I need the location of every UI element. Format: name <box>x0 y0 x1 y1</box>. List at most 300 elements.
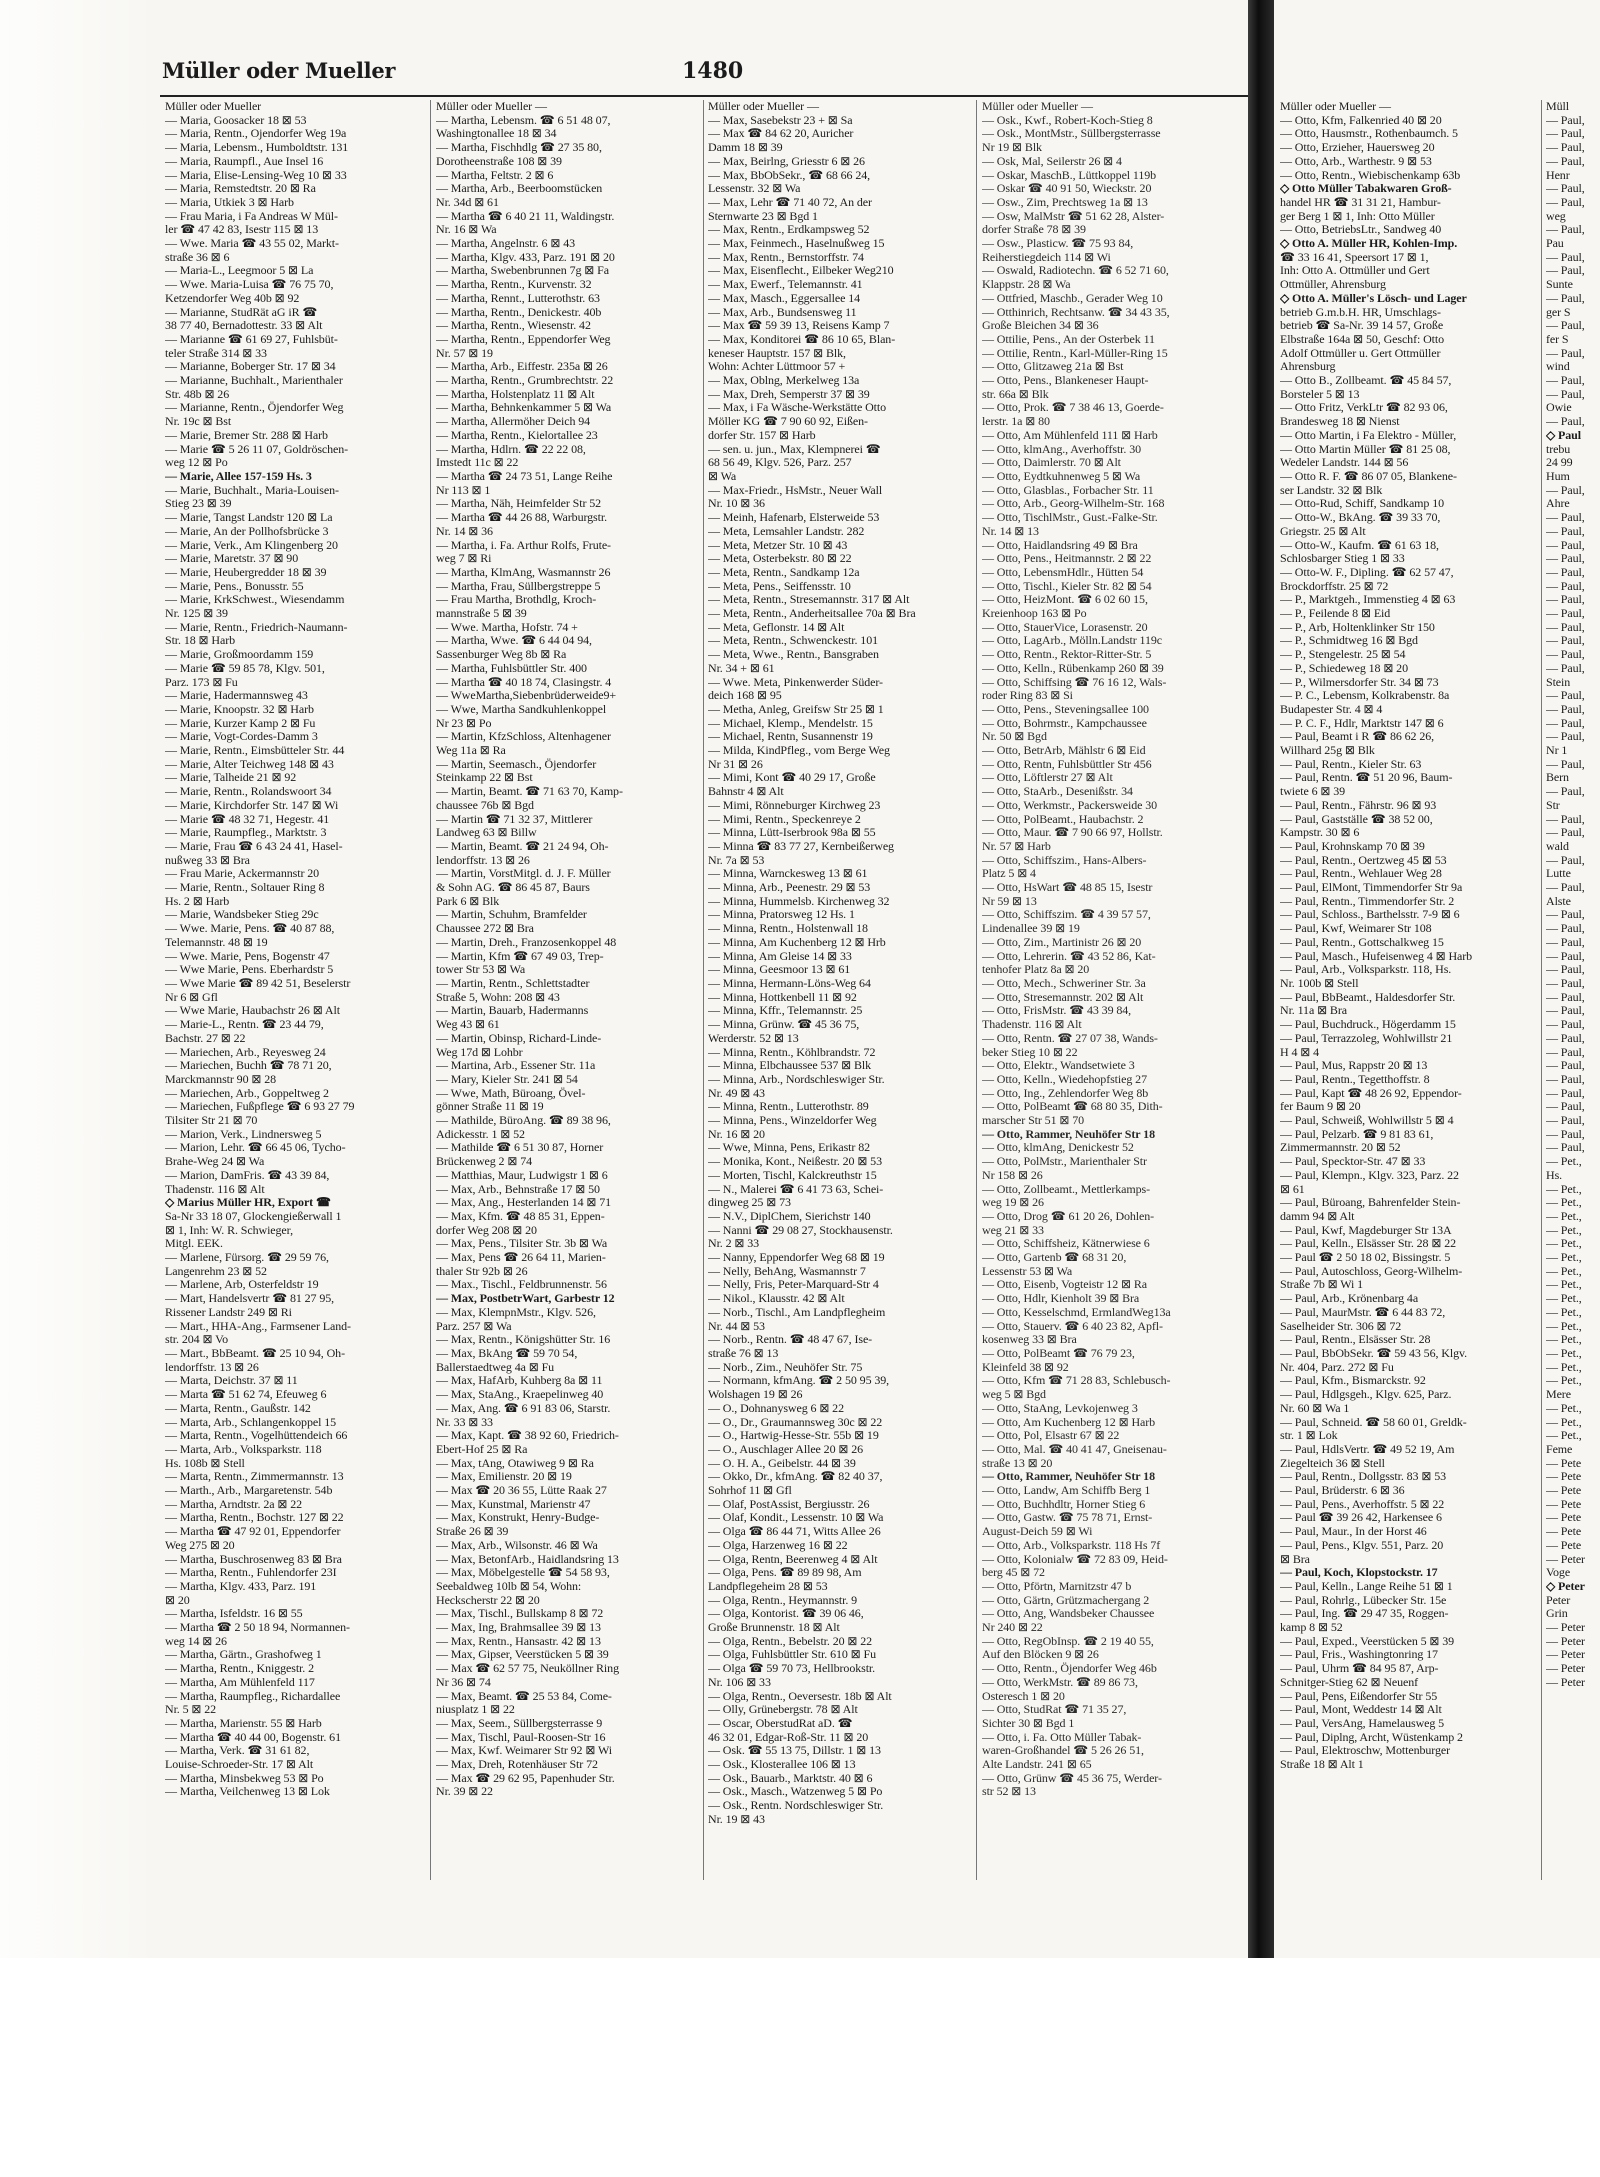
directory-entry-line: — Monika, Kont., Neißestr. 20 ⊠ 53 <box>708 1155 882 1169</box>
directory-entry-line: Griegstr. 25 ⊠ Alt <box>1280 524 1366 538</box>
directory-entry-line: — Martin, Bauarb, Hadermanns <box>436 1004 589 1018</box>
directory-entry-line: — Meta, Metzer Str. 10 ⊠ 43 <box>708 538 848 552</box>
directory-entry-line: fer Baum 9 ⊠ 20 <box>1280 1100 1361 1114</box>
directory-entry-line: — Max, Seem., Süllbergsterrasse 9 <box>436 1716 603 1730</box>
directory-entry-line: Große Brunnenstr. 18 ⊠ Alt <box>708 1621 840 1635</box>
directory-entry-line: — Max, Gipser, Veerstücken 5 ⊠ 39 <box>436 1648 609 1662</box>
directory-entry-line: — Pet., <box>1546 1319 1582 1333</box>
directory-entry-line: — Otto, Gastw. ☎ 75 78 71, Ernst- <box>982 1511 1153 1525</box>
directory-entry-line: — Otto, i. Fa. Otto Müller Tabak- <box>982 1730 1142 1744</box>
directory-entry-line: — Paul, <box>1546 853 1585 867</box>
directory-entry-line: — Martha, Marienstr. 55 ⊠ Harb <box>165 1716 322 1730</box>
directory-entry-line: — Pet., <box>1546 1429 1582 1443</box>
directory-entry-line: — Peter <box>1546 1634 1585 1648</box>
directory-entry-line: — Paul, <box>1546 607 1585 621</box>
directory-entry-line: Alte Landstr. 241 ⊠ 65 <box>982 1758 1092 1772</box>
directory-entry-line: — Mariechen, Fußpflege ☎ 6 93 27 79 <box>165 1100 355 1114</box>
directory-entry-line: — Max, HafArb, Kuhberg 8a ⊠ 11 <box>436 1374 603 1388</box>
directory-entry-line: Landweg 63 ⊠ Billw <box>436 826 537 840</box>
directory-entry-line: — Marta, Rentn., Gaußstr. 142 <box>165 1401 311 1415</box>
directory-entry-line: — Paul, Hdlgsgeh., Klgv. 625, Parz. <box>1280 1388 1452 1402</box>
directory-entry-line: Sunte <box>1546 278 1573 292</box>
directory-entry-line: Nr. 19 ⊠ 43 <box>708 1812 765 1826</box>
directory-entry-line: — Otto, RegObInsp. ☎ 2 19 40 55, <box>982 1634 1154 1648</box>
directory-entry-line: handel HR ☎ 31 31 21, Hambur- <box>1280 195 1441 209</box>
directory-entry-line: — Olly, Grünebergstr. 78 ⊠ Alt <box>708 1703 858 1717</box>
directory-entry-line: — Minna, Hermann-Löns-Weg 64 <box>708 977 871 990</box>
directory-entry-line: — Marie, Heubergredder 18 ⊠ 39 <box>165 565 327 579</box>
directory-entry-line: straße 76 ⊠ 13 <box>708 1346 779 1360</box>
directory-entry-line: — Paul, <box>1546 524 1585 538</box>
directory-entry-line: — Martha, Fuhlsbüttler Str. 400 <box>436 661 587 675</box>
directory-entry-line: — Oscar, OberstudRat aD. ☎ <box>708 1716 853 1730</box>
directory-entry-line: — Mimi, Rentn., Speckenreye 2 <box>708 812 861 826</box>
directory-entry-line: — Otto, Ing., Zehlendorfer Weg 8b <box>982 1086 1149 1100</box>
directory-entry-line: ◇ Otto Müller Tabakwaren Groß- <box>1280 182 1452 196</box>
directory-entry-line: — Martha, Veilchenweg 13 ⊠ Lok <box>165 1785 330 1799</box>
directory-entry-line: — Marie, Verk., Am Klingenberg 20 <box>165 538 338 552</box>
directory-entry-line: — Max, BbObSekr., ☎ 68 66 24, <box>708 168 871 182</box>
directory-entry-line: — Otto-Rud, Schiff, Sandkamp 10 <box>1280 497 1445 511</box>
directory-entry-line: Sichter 30 ⊠ Bgd 1 <box>982 1716 1075 1730</box>
directory-entry-line: str 52 ⊠ 13 <box>982 1785 1036 1799</box>
directory-entry-line: Lindenallee 39 ⊠ 19 <box>982 922 1080 936</box>
directory-entry-line: — Paul, <box>1546 346 1585 360</box>
directory-entry-line: thaler Str 92b ⊠ 26 <box>436 1264 528 1278</box>
directory-entry-line: — Nikol., Klausstr. 42 ⊠ Alt <box>708 1292 845 1306</box>
directory-entry-line: — Max, Lehr ☎ 71 40 72, An der <box>708 195 872 209</box>
directory-entry-line: — Olga, Fuhlsbüttler Str. 610 ⊠ Fu <box>708 1648 876 1662</box>
directory-entry-line: — Max, Kunstmal, Marienstr 47 <box>436 1497 591 1511</box>
directory-entry-line: tower Str 53 ⊠ Wa <box>436 963 526 977</box>
directory-entry-line: — Meta, Rentn., Sandkamp 12a <box>708 565 860 579</box>
directory-entry-line: — Pet., <box>1546 1251 1582 1265</box>
directory-entry-line: — Max., Tischl., Feldbrunnenstr. 56 <box>436 1278 607 1292</box>
directory-entry-line: Henr <box>1546 168 1570 182</box>
directory-entry-line: — Paul, Kwf, Magdeburger Str 13A <box>1280 1223 1452 1237</box>
directory-entry-line: — Otto, Bohrmstr., Kampchaussee <box>982 716 1147 730</box>
directory-entry-line: Elbstraße 164a ⊠ 50, Geschf: Otto <box>1280 332 1445 346</box>
directory-entry-line: deich 168 ⊠ 95 <box>708 689 782 703</box>
directory-entry-line: Wedeler Landstr. 144 ⊠ 56 <box>1280 456 1409 470</box>
directory-entry-line: Platz 5 ⊠ 4 <box>982 867 1036 881</box>
directory-entry-line: — Mariechen, Arb., Reyesweg 24 <box>165 1045 326 1059</box>
directory-entry-line: — Otto-W., BkAng. ☎ 39 33 70, <box>1280 511 1441 525</box>
page-header <box>162 58 1242 94</box>
directory-entry-line: — Marie, KrkSchwest., Wiesendamm <box>165 593 345 607</box>
directory-entry-line: — P., Schiedeweg 18 ⊠ 20 <box>1280 661 1408 675</box>
directory-entry-line: Landpflegeheim 28 ⊠ 53 <box>708 1579 828 1593</box>
directory-entry-line: — Paul, Brüderstr. 6 ⊠ 36 <box>1280 1484 1405 1498</box>
directory-entry-line: — Otto, klmAng, Denickestr 52 <box>982 1141 1134 1155</box>
directory-entry-line: Inh: Otto A. Ottmüller und Gert <box>1280 264 1430 278</box>
directory-entry-line: — Paul, <box>1546 195 1585 209</box>
directory-entry-line: Nr 36 ⊠ 74 <box>436 1675 491 1689</box>
directory-entry-line: — N.V., DiplChem, Sierichstr 140 <box>708 1209 871 1223</box>
directory-entry-line: — Martin, VorstMitgl. d. J. F. Müller <box>436 867 611 881</box>
directory-entry-line: — Osw, MalMstr ☎ 51 62 28, Alster- <box>982 209 1165 223</box>
directory-entry-line: — Peter <box>1546 1662 1585 1676</box>
directory-entry-line: — Meta, Rentn., Stresemannstr. 317 ⊠ Alt <box>708 593 910 607</box>
directory-entry-line: — Frau Marie, Ackermannstr 20 <box>165 867 320 881</box>
directory-entry-line: — Michael, Klemp., Mendelstr. 15 <box>708 716 873 730</box>
directory-entry-line: — Paul, Specktor-Str. 47 ⊠ 33 <box>1280 1155 1426 1169</box>
directory-entry-line: — Wwe. Meta, Pinkenwerder Süder- <box>708 675 883 689</box>
directory-entry-line: H 4 ⊠ 4 <box>1280 1045 1320 1059</box>
directory-entry-line: Nr 19 ⊠ Blk <box>982 141 1042 155</box>
scan-bottom-margin <box>0 1958 1600 2177</box>
directory-entry-line: Lessenstr 53 ⊠ Wa <box>982 1264 1073 1278</box>
directory-entry-line: ◇ Peter <box>1546 1579 1585 1593</box>
directory-entry-line: — Paul, Rentn., Kieler Str. 63 <box>1280 757 1422 771</box>
directory-entry-line: — Paul, <box>1546 264 1585 278</box>
directory-entry-line: — Otto, PolMstr., Marienthaler Str <box>982 1155 1147 1169</box>
directory-entry-line: — Otto, Glasblas., Forbacher Str. 11 <box>982 483 1154 497</box>
directory-entry-line: — Marie, Buchhalt., Maria-Louisen- <box>165 483 339 497</box>
directory-entry-line: — Martha, Näh, Heimfelder Str 52 <box>436 497 602 511</box>
directory-entry-line: — Pete <box>1546 1538 1582 1552</box>
directory-entry-line: — Nanny, Eppendorfer Weg 68 ⊠ 19 <box>708 1251 885 1265</box>
directory-column-1 <box>165 100 427 1880</box>
directory-entry-line: — Marie ☎ 59 85 78, Klgv. 501, <box>165 661 325 675</box>
scan-margin <box>0 0 160 2177</box>
directory-entry-line: — Martha, Wwe. ☎ 6 44 04 94, <box>436 634 592 648</box>
directory-entry-line: — Paul, <box>1546 977 1585 990</box>
directory-entry-line: Nr 23 ⊠ Po <box>436 716 492 730</box>
directory-entry-line: — Otto, Am Kuchenberg 12 ⊠ Harb <box>982 1415 1156 1429</box>
directory-entry-line: — Paul, <box>1546 716 1585 730</box>
directory-entry-line: — O., Dohnanysweg 6 ⊠ 22 <box>708 1401 844 1415</box>
directory-entry-line: ⊠ 20 <box>165 1593 190 1607</box>
directory-entry-line: — Otto, Hausmstr., Rothenbaumch. 5 <box>1280 127 1458 141</box>
directory-entry-line: — Martin ☎ 71 32 37, Mittlerer <box>436 812 593 826</box>
directory-entry-line: — Max, Kwf. Weimarer Str 92 ⊠ Wi <box>436 1744 612 1758</box>
directory-entry-line: — Martha, Am Mühlenfeld 117 <box>165 1675 315 1689</box>
directory-entry-line: — Marie ☎ 5 26 11 07, Goldröschen- <box>165 442 349 456</box>
directory-entry-line: — Max, Tischl, Paul-Roosen-Str 16 <box>436 1730 606 1744</box>
directory-entry-line: Brahe-Weg 24 ⊠ Wa <box>165 1155 265 1169</box>
directory-entry-line: kosenweg 33 ⊠ Bra <box>982 1333 1077 1347</box>
directory-entry-line: — Otto, Arb., Volksparkstr. 118 Hs 7f <box>982 1538 1161 1552</box>
directory-entry-line: ser Landstr. 32 ⊠ Blk <box>1280 483 1383 497</box>
directory-entry-line: — Marion, Verk., Lindnersweg 5 <box>165 1127 322 1141</box>
directory-entry-line: — Martha, Angelnstr. 6 ⊠ 43 <box>436 237 576 251</box>
directory-entry-line: — Marie, Frau ☎ 6 43 24 41, Hasel- <box>165 839 343 853</box>
directory-entry-line: — Paul, Rentn., Fährstr. 96 ⊠ 93 <box>1280 798 1437 812</box>
directory-entry-line: — Paul, <box>1546 223 1585 237</box>
directory-entry-line: — Martha, Rentn., Denickestr. 40b <box>436 305 602 319</box>
directory-entry-line: Nr. 10 ⊠ 36 <box>708 497 765 511</box>
directory-entry-line: — Morten, Tischl, Kalckreuthstr 15 <box>708 1168 877 1182</box>
directory-entry-line: — Maria, Remstedtstr. 20 ⊠ Ra <box>165 182 316 196</box>
directory-entry-line: — Marie, Alter Teichweg 148 ⊠ 43 <box>165 757 334 771</box>
directory-entry-line: — Paul, Rentn., Tegetthoffstr. 8 <box>1280 1072 1430 1086</box>
directory-entry-line: — Maria, Goosacker 18 ⊠ 53 <box>165 113 307 127</box>
directory-entry-line: Mere <box>1546 1388 1571 1402</box>
directory-entry-line: — Max, Kapt. ☎ 38 92 60, Friedrich- <box>436 1429 619 1443</box>
directory-entry-line: Osteresch 1 ⊠ 20 <box>982 1689 1065 1703</box>
directory-entry-line: Schnitger-Stieg 62 ⊠ Neuenf <box>1280 1675 1419 1689</box>
directory-entry-line: — Paul, <box>1546 319 1585 333</box>
directory-entry-line: — Otto, klmAng., Averhoffstr. 30 <box>982 442 1142 456</box>
directory-entry-line: Reiherstiegdeich 114 ⊠ Wi <box>982 250 1111 264</box>
directory-entry-line: ger Berg 1 ⊠ 1, Inh: Otto Müller <box>1280 209 1435 223</box>
directory-entry-line: — Paul ☎ 39 26 42, Harkensee 6 <box>1280 1511 1442 1525</box>
directory-entry-line: — Marie, Maretstr. 37 ⊠ 90 <box>165 552 299 566</box>
directory-entry-line: Steinkamp 22 ⊠ Bst <box>436 771 533 785</box>
directory-entry-line: — Paul, BbObSekr. ☎ 59 43 56, Klgv. <box>1280 1346 1468 1360</box>
directory-entry-line: — Marie ☎ 48 32 71, Hegestr. 41 <box>165 812 330 826</box>
directory-entry-line: Brandesweg 18 ⊠ Nienst <box>1280 415 1400 429</box>
directory-entry-line: — Peter <box>1546 1552 1585 1566</box>
directory-entry-line: — Max, PostbetrWart, Garbestr 12 <box>436 1292 615 1306</box>
directory-entry-line: waren-Großhandel ☎ 5 26 26 51, <box>982 1744 1144 1758</box>
directory-entry-line: — Otto, LagArb., Mölln.Landstr 119c <box>982 634 1163 648</box>
directory-column-2 <box>436 100 698 1880</box>
directory-entry-line: — Pet., <box>1546 1360 1582 1374</box>
directory-entry-line: Hum <box>1546 469 1570 483</box>
directory-entry-line: — Marie, Rentn., Rolandswoort 34 <box>165 785 332 799</box>
directory-entry-line: — Paul, <box>1546 113 1585 127</box>
directory-column-6-cut <box>1546 100 1600 1880</box>
directory-entry-line: damm 94 ⊠ Alt <box>1280 1209 1355 1223</box>
directory-entry-line: — Paul, <box>1546 702 1585 716</box>
directory-entry-line: marscher Str 51 ⊠ 70 <box>982 1114 1085 1128</box>
directory-entry-line: — Paul, <box>1546 634 1585 648</box>
directory-entry-line: — Max, Ing, Brahmsallee 39 ⊠ 13 <box>436 1621 601 1635</box>
directory-entry-line: — Pet., <box>1546 1264 1582 1278</box>
directory-entry-line: — Paul, Buchdruck., Högerdamm 15 <box>1280 1018 1456 1032</box>
directory-entry-line: — Martha ☎ 47 92 01, Eppendorfer <box>165 1525 341 1539</box>
directory-entry-line: — Otto, Rammer, Neuhöfer Str 18 <box>982 1127 1155 1141</box>
directory-entry-line: — Ottfried, Maschb., Gerader Weg 10 <box>982 291 1163 305</box>
directory-entry-line: — Osk., Masch., Watzenweg 5 ⊠ Po <box>708 1785 883 1799</box>
directory-entry-line: Nr. 19c ⊠ Bst <box>165 415 232 429</box>
directory-entry-line: — Marie, Wandsbeker Stieg 29c <box>165 908 319 922</box>
directory-entry-line: — Max, Eisenflecht., Eilbeker Weg210 <box>708 264 894 278</box>
directory-entry-line: — Paul, Arb., Volksparkstr. 118, Hs. <box>1280 963 1452 977</box>
directory-entry-line: — Marion, DamFris. ☎ 43 39 84, <box>165 1168 330 1182</box>
directory-entry-line: 38 77 40, Bernadottestr. 33 ⊠ Alt <box>165 319 323 333</box>
directory-entry-line: — Martha, Rentn., Fuhlendorfer 23I <box>165 1566 337 1580</box>
directory-entry-line: — Max, Ewerf., Telemannstr. 41 <box>708 278 863 292</box>
directory-entry-line: — Max, Möbelgestelle ☎ 54 58 93, <box>436 1566 610 1580</box>
directory-entry-line: Thadenstr. 116 ⊠ Alt <box>165 1182 265 1196</box>
directory-entry-line: weg 21 ⊠ 33 <box>982 1223 1044 1237</box>
directory-entry-line: — Olga, Harzenweg 16 ⊠ 22 <box>708 1538 848 1552</box>
directory-entry-line: — Milda, KindPfleg., vom Berge Weg <box>708 744 890 758</box>
directory-entry-line: — Otto, Rentn, Fuhlsbüttler Str 456 <box>982 757 1152 771</box>
directory-entry-line: — Paul, Pelzarb. ☎ 9 81 83 61, <box>1280 1127 1434 1141</box>
directory-entry-line: — Minna, Grünw. ☎ 45 36 75, <box>708 1018 860 1032</box>
directory-entry-line: — Otto, Zollbeamt., Mettlerkamps- <box>982 1182 1150 1196</box>
directory-entry-line: — Paul, <box>1546 1059 1585 1073</box>
directory-column-4 <box>982 100 1244 1880</box>
directory-entry-line: — Otto R. F. ☎ 86 07 05, Blankene- <box>1280 469 1457 483</box>
directory-entry-line: Pau <box>1546 237 1564 251</box>
directory-entry-line: — Paul, Gastställe ☎ 38 52 00, <box>1280 812 1433 826</box>
directory-entry-line: — Paul, <box>1546 538 1585 552</box>
directory-entry-line: Budapester Str. 4 ⊠ 4 <box>1280 702 1383 716</box>
directory-entry-line: — O., Auschlager Allee 20 ⊠ 26 <box>708 1442 864 1456</box>
directory-entry-line: — Marta, Deichstr. 37 ⊠ 11 <box>165 1374 298 1388</box>
directory-entry-line: — Otto, FrisMstr. ☎ 43 39 84, <box>982 1004 1132 1018</box>
directory-entry-line: Alste <box>1546 894 1571 908</box>
directory-entry-line: — Wwe, Minna, Pens, Erikastr 82 <box>708 1141 870 1155</box>
directory-entry-line: Hs. <box>1546 1168 1563 1182</box>
directory-entry-line: fer S <box>1546 332 1569 346</box>
directory-entry-line: — Paul, Arb., Krönenbarg 4a <box>1280 1292 1419 1306</box>
directory-entry-line: weg 14 ⊠ 26 <box>165 1634 227 1648</box>
directory-entry-line: — Max, Beamt. ☎ 25 53 84, Come- <box>436 1689 612 1703</box>
directory-entry-line: — Otto, Glitzaweg 21a ⊠ Bst <box>982 360 1124 374</box>
directory-entry-line: — Paul, BbBeamt., Haldesdorfer Str. <box>1280 990 1456 1004</box>
directory-entry-line: — Paul, Rentn., Oertzweg 45 ⊠ 53 <box>1280 853 1447 867</box>
directory-entry-line: Nr. 44 ⊠ 53 <box>708 1319 765 1333</box>
directory-entry-line: — Minna, Arb., Nordschleswiger Str. <box>708 1072 885 1086</box>
directory-entry-line: — Martha, Rentn., Eppendorfer Weg <box>436 332 611 346</box>
directory-entry-line: — Pet., <box>1546 1415 1582 1429</box>
directory-entry-line: — Max, Beirlng, Griesstr 6 ⊠ 26 <box>708 154 865 168</box>
directory-entry-line: lendorffstr. 13 ⊠ 26 <box>165 1360 259 1374</box>
directory-entry-line: Straße 18 ⊠ Alt 1 <box>1280 1758 1364 1772</box>
directory-entry-line: — Martha, Rentn., Kurvenstr. 32 <box>436 278 592 292</box>
directory-entry-line: — Metha, Anleg, Greifsw Str 25 ⊠ 1 <box>708 702 884 716</box>
directory-entry-line: weg 19 ⊠ 26 <box>982 1196 1044 1210</box>
directory-entry-line: Grin <box>1546 1607 1568 1621</box>
directory-entry-line: — Osk., Kwf., Robert-Koch-Stieg 8 <box>982 113 1153 127</box>
column-divider <box>703 100 704 1880</box>
directory-entry-line: — Olga, Pens. ☎ 89 89 98, Am <box>708 1566 862 1580</box>
directory-entry-line: — Marta ☎ 51 62 74, Efeuweg 6 <box>165 1388 327 1402</box>
directory-column-3 <box>708 100 970 1880</box>
directory-entry-line: — Martina, Arb., Essener Str. 11a <box>436 1059 596 1073</box>
directory-entry-line: Nr. 14 ⊠ 13 <box>982 524 1039 538</box>
directory-entry-line: — Osk., Klosterallee 106 ⊠ 13 <box>708 1758 856 1772</box>
directory-entry-line: Nr 59 ⊠ 13 <box>982 894 1037 908</box>
directory-entry-line: & Sohn AG. ☎ 86 45 87, Baurs <box>436 881 590 895</box>
directory-entry-line: — Martha, Behnkenkammer 5 ⊠ Wa <box>436 401 612 415</box>
directory-entry-line: — Paul, Maur., In der Horst 46 <box>1280 1525 1427 1539</box>
directory-entry-line: — Ottilie, Rentn., Karl-Müller-Ring 15 <box>982 346 1168 360</box>
directory-entry-line: Mitgl. EEK. <box>165 1237 223 1251</box>
directory-entry-line: — Martha ☎ 40 44 00, Bogenstr. 61 <box>165 1730 341 1744</box>
directory-entry-line: — Okko, Dr., kfmAng. ☎ 82 40 37, <box>708 1470 883 1484</box>
directory-entry-line: — Otto, Löftlerstr 27 ⊠ Alt <box>982 771 1113 785</box>
directory-entry-line: — Marianne ☎ 61 69 27, Fuhlsbüt- <box>165 332 338 346</box>
directory-entry-line: Nr. 33 ⊠ 33 <box>436 1415 493 1429</box>
directory-entry-line: — Martha ☎ 44 26 88, Warburgstr. <box>436 511 607 525</box>
directory-entry-line: — Meta, Rentn., Anderheitsallee 70a ⊠ Bra <box>708 607 916 621</box>
directory-entry-line: — Martin, KfzSchloss, Altenhagener <box>436 730 611 744</box>
directory-entry-line: — Pete <box>1546 1470 1582 1484</box>
directory-entry-line: Nr 31 ⊠ 26 <box>708 757 763 771</box>
directory-entry-line: Nr. 57 ⊠ Harb <box>982 839 1051 853</box>
directory-entry-line: Lutte <box>1546 867 1571 881</box>
directory-entry-line: — Otto, Kfm ☎ 71 28 83, Schlebusch- <box>982 1374 1171 1388</box>
directory-entry-line: — Otto, StaAng, Levkojenweg 3 <box>982 1401 1138 1415</box>
directory-entry-line: — Peter <box>1546 1621 1585 1635</box>
directory-entry-line: Stein <box>1546 675 1571 689</box>
directory-entry-line: — Pet., <box>1546 1333 1582 1347</box>
directory-entry-line: — Minna, Lütt-Iserbrook 98a ⊠ 55 <box>708 826 876 840</box>
column-running-head: Müller oder Mueller — <box>1280 100 1391 113</box>
directory-entry-line: — Otto Martin Müller ☎ 81 25 08, <box>1280 442 1451 456</box>
directory-entry-line: — Martha ☎ 24 73 51, Lange Reihe <box>436 469 613 483</box>
directory-entry-line: Nr. 16 ⊠ Wa <box>436 223 497 237</box>
directory-entry-line: teler Straße 314 ⊠ 33 <box>165 346 267 360</box>
directory-entry-line: — Max, Rentn., Hansastr. 42 ⊠ 13 <box>436 1634 601 1648</box>
directory-entry-line: — Paul, <box>1546 757 1585 771</box>
directory-entry-line: trebu <box>1546 442 1571 456</box>
directory-entry-line: — Otto Fritz, VerkLtr ☎ 82 93 06, <box>1280 401 1448 415</box>
directory-entry-line: — Osk., Bauarb., Marktstr. 40 ⊠ 6 <box>708 1771 873 1785</box>
directory-entry-line: — Paul, Autoschloss, Georg-Wilhelm- <box>1280 1264 1463 1278</box>
directory-entry-line: — Minna, Elbchaussee 537 ⊠ Blk <box>708 1059 872 1073</box>
directory-entry-line: — P., Arb, Holtenklinker Str 150 <box>1280 620 1435 634</box>
directory-entry-line: mannstraße 5 ⊠ 39 <box>436 607 527 621</box>
directory-entry-line: — Otto, Pförtn, Marnitzstr 47 b <box>982 1579 1132 1593</box>
directory-entry-line: — Paul, <box>1546 374 1585 388</box>
directory-entry-line: str. 204 ⊠ Vo <box>165 1333 228 1347</box>
directory-entry-line: — Marie-L., Rentn. ☎ 23 44 79, <box>165 1018 324 1032</box>
directory-entry-line: — Martha, i. Fa. Arthur Rolfs, Frute- <box>436 538 611 552</box>
directory-entry-line: — Pet., <box>1546 1292 1582 1306</box>
directory-entry-line: — Frau Maria, i Fa Andreas W Mül- <box>165 209 338 223</box>
directory-entry-line: Nr. 2 ⊠ 33 <box>708 1237 760 1251</box>
directory-entry-line: — Otto, Rammer, Neuhöfer Str 18 <box>982 1470 1155 1484</box>
directory-entry-line: — Maria-L., Leegmoor 5 ⊠ La <box>165 264 314 278</box>
directory-entry-line: ◇ Marius Müller HR, Export ☎ <box>165 1196 331 1210</box>
directory-entry-line: Feme <box>1546 1442 1573 1456</box>
directory-entry-line: Chaussee 272 ⊠ Bra <box>436 922 534 936</box>
directory-entry-line: — Paul, Terrazzoleg, Wohlwillstr 21 <box>1280 1031 1453 1045</box>
directory-entry-line: — Max-Friedr., HsMstr., Neuer Wall <box>708 483 883 497</box>
directory-entry-line: — Maria, Rentn., Ojendorfer Weg 19a <box>165 127 347 141</box>
directory-entry-line: — Otto B., Zollbeamt. ☎ 45 84 57, <box>1280 374 1452 388</box>
directory-entry-line: — Pete <box>1546 1484 1582 1498</box>
directory-entry-line: Str <box>1546 798 1560 812</box>
directory-entry-line: — Paul, Büroang, Bahrenfelder Stein- <box>1280 1196 1461 1210</box>
directory-entry-line: — Meta, Lemsahler Landstr. 282 <box>708 524 865 538</box>
directory-entry-line: — Max, Arb., Wilsonstr. 46 ⊠ Wa <box>436 1538 598 1552</box>
directory-entry-line: — O., Dr., Graumannsweg 30c ⊠ 22 <box>708 1415 883 1429</box>
directory-entry-line: ◇ Otto A. Müller HR, Kohlen-Imp. <box>1280 237 1458 251</box>
directory-entry-line: — Minna, Am Kuchenberg 12 ⊠ Hrb <box>708 935 886 949</box>
directory-entry-line: — Otto, Schiffszim. ☎ 4 39 57 57, <box>982 908 1151 922</box>
directory-entry-line: — Otto, Gartenb ☎ 68 31 20, <box>982 1251 1127 1265</box>
directory-entry-line: Str. 18 ⊠ Harb <box>165 634 235 648</box>
directory-entry-line: dorfer Weg 208 ⊠ 20 <box>436 1223 537 1237</box>
directory-entry-line: Straße 7b ⊠ Wi 1 <box>1280 1278 1364 1292</box>
directory-entry-line: — Pete <box>1546 1497 1582 1511</box>
directory-entry-line: — Otto, Landw, Am Schiffb Berg 1 <box>982 1484 1151 1498</box>
directory-entry-line: — Martha, Rennt., Lutterothstr. 63 <box>436 291 600 305</box>
directory-entry-line: — Otto, Kelln., Rübenkamp 260 ⊠ 39 <box>982 661 1164 675</box>
directory-entry-line: — Minna, Warnckesweg 13 ⊠ 61 <box>708 867 868 881</box>
directory-entry-line: — Martha ☎ 6 40 21 11, Waldingstr. <box>436 209 615 223</box>
directory-entry-line: — Osk, Mal, Seilerstr 26 ⊠ 4 <box>982 154 1122 168</box>
directory-entry-line: — Marie, An der Pollhofsbrücke 3 <box>165 524 329 538</box>
directory-entry-line: — Otto, Maur. ☎ 7 90 66 97, Hollstr. <box>982 826 1163 840</box>
directory-entry-line: Louise-Schroeder-Str. 17 ⊠ Alt <box>165 1758 314 1772</box>
directory-entry-line: — Otto, Rentn., Rektor-Ritter-Str. 5 <box>982 648 1152 662</box>
directory-entry-line: wald <box>1546 839 1569 853</box>
directory-entry-line: — Martha, Verk. ☎ 31 61 82, <box>165 1744 310 1758</box>
directory-entry-line: — Otto, StudRat ☎ 71 35 27, <box>982 1703 1127 1717</box>
directory-entry-line: 68 56 49, Klgv. 526, Parz. 257 <box>708 456 852 470</box>
directory-entry-line: — Otto, LebensmHdlr., Hütten 54 <box>982 565 1144 579</box>
